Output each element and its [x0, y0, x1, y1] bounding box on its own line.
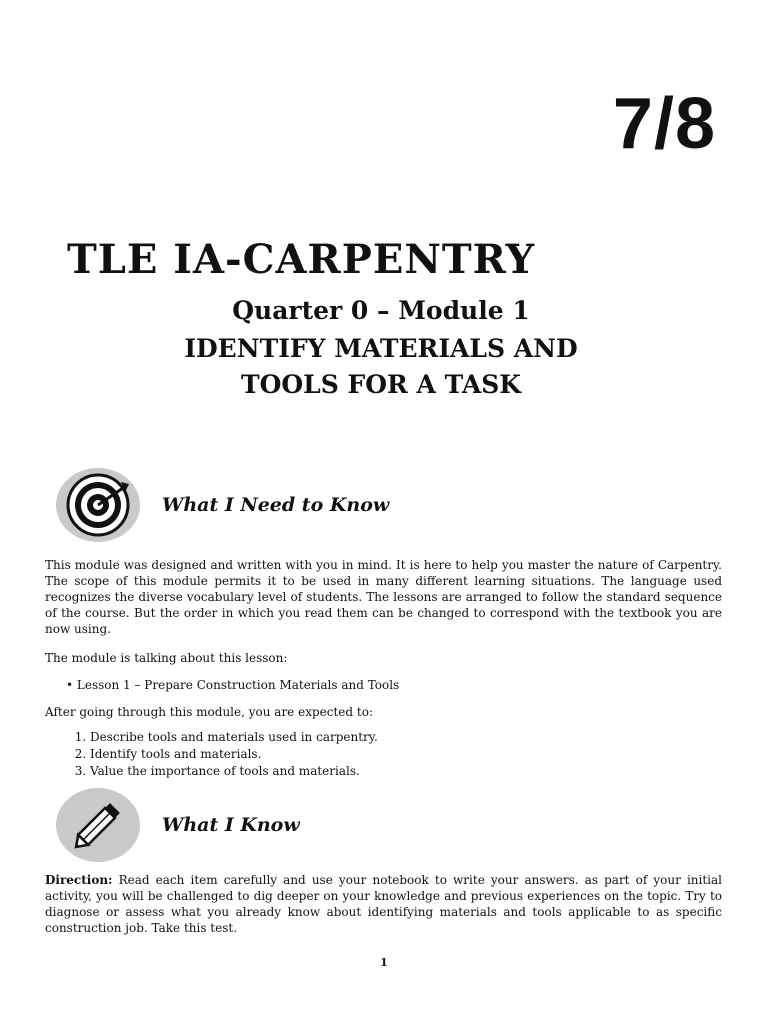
- lesson-intro: The module is talking about this lesson:: [45, 651, 288, 665]
- section-heading: What I Need to Know: [162, 494, 390, 516]
- page-title: TLE IA-CARPENTRY: [67, 236, 536, 283]
- objectives-intro: After going through this module, you are expected to:: [45, 705, 373, 719]
- lesson-bullet: • Lesson 1 – Prepare Construction Materials and Tools: [66, 678, 400, 692]
- objective-item: 1. Describe tools and materials used in carpentry.: [90, 729, 378, 746]
- direction-label: Direction:: [45, 873, 113, 887]
- page-number: 1: [380, 956, 388, 969]
- objective-item: 3. Value the importance of tools and materials.: [90, 763, 378, 780]
- section-heading: What I Know: [162, 814, 300, 836]
- direction-paragraph: [45, 872, 722, 936]
- objectives-list: [45, 729, 378, 780]
- section-what-i-know: [56, 788, 300, 862]
- direction-text: Read each item carefully and use your notebook to write your answers. as part of your initial activity, you will be challenged to dig deeper on your knowledge and previous experiences on the topic. Try to diagnose or assess what you already know about identifying materials and tools applicable to as specific construction job. Take this test.: [45, 873, 722, 935]
- section-what-i-need-to-know: [56, 468, 389, 542]
- intro-paragraph: This module was designed and written with you in mind. It is here to help you master the nature of Carpentry. The scope of this module permits it to be used in many different learning situations. The language used recognizes the diverse vocabulary level of students. The lessons are arranged to follow the standard sequence of the course. But the order in which you read them can be changed to correspond with the textbook you are now using.: [45, 558, 722, 636]
- objective-item: 2. Identify tools and materials.: [90, 746, 378, 763]
- module-title-line1: IDENTIFY MATERIALS AND: [184, 334, 578, 363]
- quarter-module-label: Quarter 0 – Module 1: [232, 296, 530, 325]
- target-icon: [56, 468, 140, 542]
- pencil-icon: [56, 788, 140, 862]
- grade-label: 7/8: [612, 84, 716, 164]
- module-title-line2: TOOLS FOR A TASK: [240, 370, 522, 399]
